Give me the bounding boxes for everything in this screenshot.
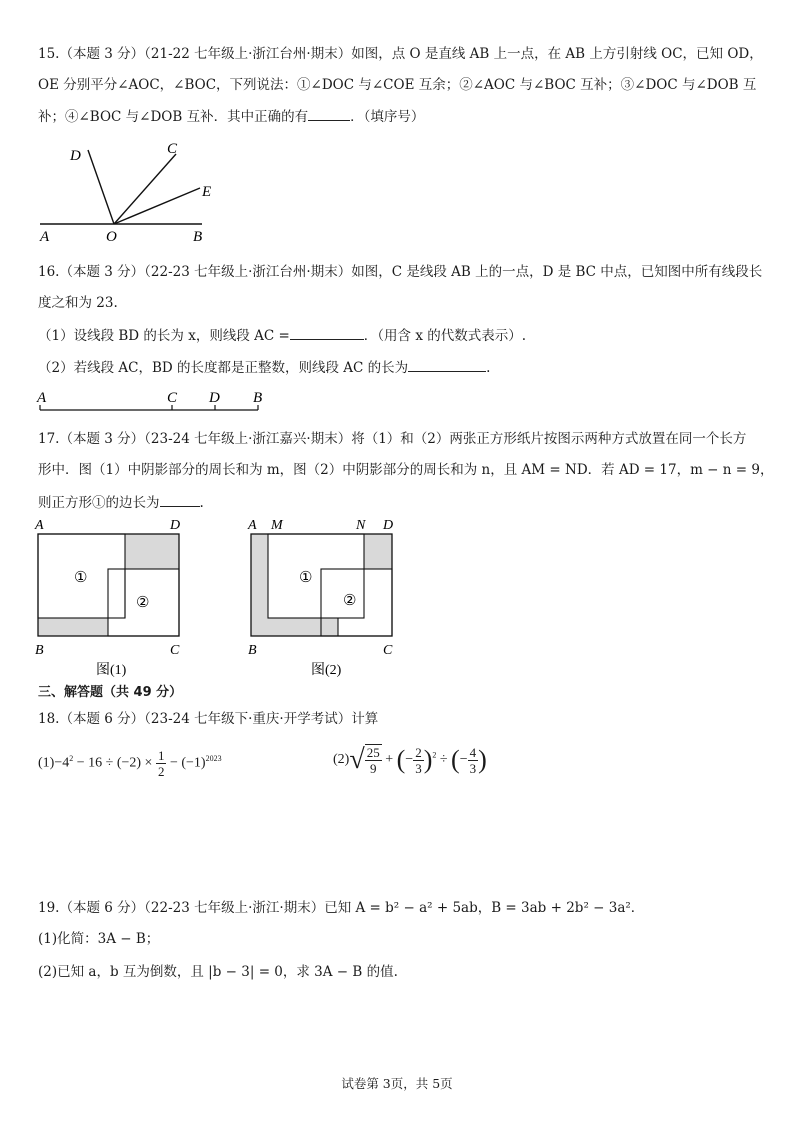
- q15-line2: OE 分别平分∠AOC，∠BOC，下列说法：①∠DOC 与∠COE 互余；②∠AOC 与∠BOC 互补；③∠DOC 与∠DOB 互: [38, 77, 757, 93]
- q15-label-A: A: [40, 229, 50, 245]
- fig2-label-C: C: [383, 643, 393, 658]
- q16-sub2-blank[interactable]: [408, 358, 486, 372]
- fig1-shade-bottom: [38, 618, 108, 636]
- fig1-label-D: D: [170, 518, 181, 533]
- fig2-square-2-label: ②: [343, 593, 357, 609]
- q16-sub2: （2）若线段 AC，BD 的长度都是正整数，则线段 AC 的长为 .: [38, 360, 491, 376]
- page-footer: 试卷第 3页，共 5页: [341, 1076, 453, 1091]
- q18-fraction-two-thirds: $\frac{2}{3}$: [415, 744, 422, 776]
- fig1-label-C: C: [170, 643, 180, 658]
- q17-figure-1: [30, 516, 200, 681]
- q17-answer-blank[interactable]: [160, 493, 200, 507]
- section-3-heading: 三、解答题（共 49 分）: [38, 685, 183, 700]
- q17-line2: 形中．图（1）中阴影部分的周长和为 m，图（2）中阴影部分的周长和为 n，且 AM = ND．若 AD = 17，m − n = 9，: [38, 462, 774, 478]
- q15-answer-blank[interactable]: [308, 107, 350, 121]
- fig2-shade-right: [364, 534, 392, 569]
- q15-label-C: C: [167, 141, 178, 157]
- q16-label-D: D: [209, 390, 220, 406]
- fig2-label-N: N: [356, 518, 366, 533]
- q15-line3: 补；④∠BOC 与∠DOB 互补．其中正确的有 ．（填序号）: [38, 109, 425, 125]
- fig1-square-2-label: ②: [136, 595, 150, 611]
- q16-label-A: A: [37, 390, 47, 406]
- fig1-label-A: A: [35, 518, 44, 533]
- fig2-label-D: D: [383, 518, 394, 533]
- q15-line1: 15.（本题 3 分）（21-22 七年级上·浙江台州·期末）如图，点 O 是直线 AB 上一点，在 AB 上方引射线 OC，已知 OD，: [38, 46, 763, 62]
- q19-line1: 19.（本题 6 分）（22-23 七年级上·浙江·期末）已知 A = b² − a² + 5ab，B = 3ab + 2b² − 3a²．: [38, 900, 645, 916]
- q15-label-D: D: [70, 148, 81, 164]
- q18-fraction-four-thirds: $\frac{4}{3}$: [469, 744, 477, 776]
- fig1-square-1-label: ①: [74, 570, 88, 586]
- q16-label-C: C: [167, 390, 178, 406]
- q16-line2: 度之和为 23.: [38, 295, 118, 311]
- q17-line3: 则正方形①的边长为 .: [38, 495, 204, 511]
- fig2-label-B: B: [248, 643, 257, 658]
- q18-sqrt-fraction: $\frac{25}{9}$: [366, 745, 380, 776]
- sqrt-symbol: √: [349, 744, 365, 775]
- fig2-shade-left: [251, 534, 338, 636]
- q16-line1: 16.（本题 3 分）（22-23 七年级上·浙江台州·期末）如图，C 是线段 AB 上的一点，D 是 BC 中点，已知图中所有线段长: [38, 264, 763, 280]
- q16-label-B: B: [253, 390, 263, 406]
- q16-segment-figure: [34, 388, 274, 418]
- q18-part2-expression: (2)√ $\frac{25}{9}$ + (− $\frac{2}{3}$ )$^2$ ÷ (− $\frac{4}{3}$ ): [333, 744, 487, 776]
- q15-angle-figure: [30, 138, 230, 248]
- q16-sub1: （1）设线段 BD 的长为 x，则线段 AC = ．（用含 x 的代数式表示）.: [38, 328, 527, 344]
- fig2-label-A: A: [248, 518, 257, 533]
- q15-label-O: O: [106, 229, 117, 245]
- q16-sub1-blank[interactable]: [290, 326, 364, 340]
- fig2-caption: 图(2): [311, 663, 342, 678]
- fig1-shade-top: [125, 534, 179, 569]
- fig1-caption: 图(1): [96, 663, 127, 678]
- q17-figure-2: [243, 516, 413, 681]
- q15-label-B: B: [193, 229, 203, 245]
- q18-line1: 18.（本题 6 分）（23-24 七年级下·重庆·开学考试）计算: [38, 711, 379, 727]
- q18-part1-expression: $(1)-4^2 - 16 \div (-2)$ × $\frac{1}{2}$ − $(-1)^{2023}$: [38, 748, 222, 779]
- fig2-label-M: M: [271, 518, 283, 533]
- q15-label-E: E: [202, 184, 212, 200]
- q18-fraction-half: $\frac{1}{2}$: [157, 748, 165, 779]
- q19-part2: (2)已知 a，b 互为倒数，且 |b − 3| = 0，求 3A − B 的值.: [38, 964, 398, 980]
- fig2-square-1-label: ①: [299, 570, 313, 586]
- q17-line1: 17.（本题 3 分）（23-24 七年级上·浙江嘉兴·期末）将（1）和（2）两张正方形纸片按图示两种方式放置在同一个长方: [38, 431, 747, 447]
- fig1-label-B: B: [35, 643, 44, 658]
- q19-part1: (1)化简：3A − B；: [38, 931, 160, 947]
